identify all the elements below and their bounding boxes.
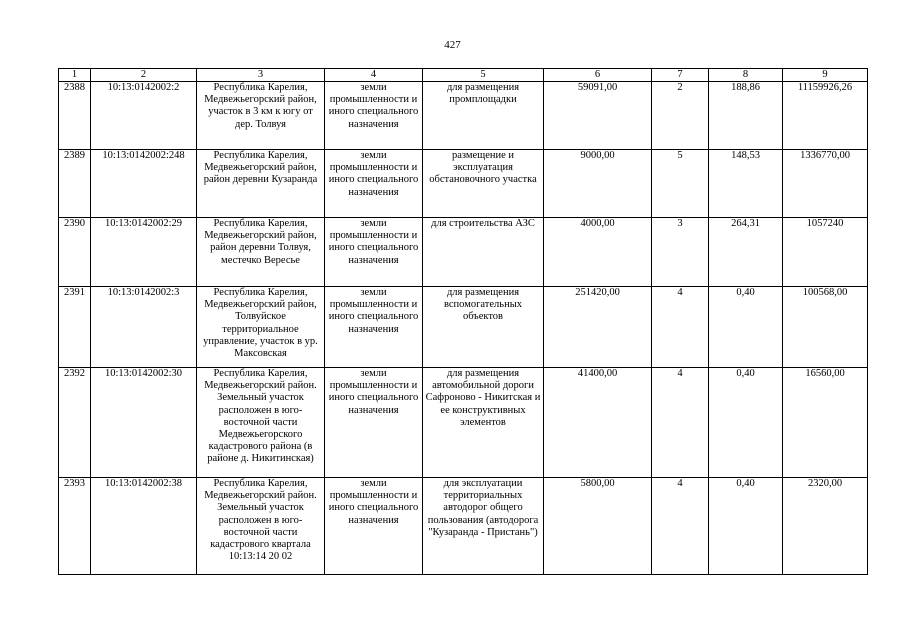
specific-value: 0,40	[709, 287, 783, 368]
table-row	[59, 287, 868, 368]
permitted-use: для размещения автомобильной дороги Сафроново - Никитская и ее конструктивных элементов	[423, 368, 544, 478]
table-header	[59, 69, 868, 82]
page-number: 427	[444, 39, 461, 51]
group-number: 4	[652, 287, 709, 368]
cadastral-number: 10:13:0142002:2	[91, 82, 197, 150]
group-number: 3	[652, 218, 709, 287]
header-col-2: 2	[91, 69, 197, 82]
cadastral-number: 10:13:0142002:30	[91, 368, 197, 478]
header-col-6: 6	[544, 69, 652, 82]
cadastral-value: 16560,00	[783, 368, 868, 478]
permitted-use: размещение и эксплуатация обстановочного участка	[423, 150, 544, 218]
group-number: 4	[652, 368, 709, 478]
land-plots-table	[58, 68, 868, 575]
plot-area: 59091,00	[544, 82, 652, 150]
specific-value: 0,40	[709, 478, 783, 575]
table-body	[59, 82, 868, 575]
header-col-9: 9	[783, 69, 868, 82]
cadastral-number: 10:13:0142002:3	[91, 287, 197, 368]
cadastral-number: 10:13:0142002:248	[91, 150, 197, 218]
row-number: 2388	[59, 82, 91, 150]
table-row	[59, 478, 868, 575]
plot-area: 9000,00	[544, 150, 652, 218]
cadastral-value: 2320,00	[783, 478, 868, 575]
land-category: земли промышленности и иного специального назначения	[325, 368, 423, 478]
plot-area: 41400,00	[544, 368, 652, 478]
row-number: 2389	[59, 150, 91, 218]
row-number: 2393	[59, 478, 91, 575]
table-row	[59, 82, 868, 150]
plot-area: 5800,00	[544, 478, 652, 575]
header-col-7: 7	[652, 69, 709, 82]
header-col-3: 3	[197, 69, 325, 82]
header-col-1: 1	[59, 69, 91, 82]
land-category: земли промышленности и иного специального назначения	[325, 218, 423, 287]
permitted-use: для размещения промплощадки	[423, 82, 544, 150]
land-category: земли промышленности и иного специального назначения	[325, 287, 423, 368]
cadastral-value: 11159926,26	[783, 82, 868, 150]
plot-address: Республика Карелия, Медвежьегорский район, Толвуйское территориальное управление, участок в ур. Максовская	[197, 287, 325, 368]
cadastral-number: 10:13:0142002:29	[91, 218, 197, 287]
group-number: 5	[652, 150, 709, 218]
permitted-use: для строительства АЗС	[423, 218, 544, 287]
row-number: 2391	[59, 287, 91, 368]
header-col-4: 4	[325, 69, 423, 82]
plot-area: 4000,00	[544, 218, 652, 287]
land-category: земли промышленности и иного специального назначения	[325, 478, 423, 575]
cadastral-value: 100568,00	[783, 287, 868, 368]
plot-area: 251420,00	[544, 287, 652, 368]
cadastral-number: 10:13:0142002:38	[91, 478, 197, 575]
header-row	[59, 69, 868, 82]
group-number: 2	[652, 82, 709, 150]
row-number: 2390	[59, 218, 91, 287]
permitted-use: для размещения вспомогательных объектов	[423, 287, 544, 368]
plot-address: Республика Карелия, Медвежьегорский район, участок в 3 км к югу от дер. Толвуя	[197, 82, 325, 150]
table-row	[59, 218, 868, 287]
cadastral-value: 1057240	[783, 218, 868, 287]
plot-address: Республика Карелия, Медвежьегорский район, район деревни Толвуя, местечко Вересье	[197, 218, 325, 287]
land-category: земли промышленности и иного специального назначения	[325, 150, 423, 218]
land-category: земли промышленности и иного специального назначения	[325, 82, 423, 150]
table-row	[59, 368, 868, 478]
header-col-8: 8	[709, 69, 783, 82]
specific-value: 188,86	[709, 82, 783, 150]
group-number: 4	[652, 478, 709, 575]
header-col-5: 5	[423, 69, 544, 82]
plot-address: Республика Карелия, Медвежьегорский район. Земельный участок расположен в юго-восточной части кадастрового квартала 10:13:14 20 02	[197, 478, 325, 575]
specific-value: 264,31	[709, 218, 783, 287]
plot-address: Республика Карелия, Медвежьегорский район. Земельный участок расположен в юго-восточной части Медвежьегорского кадастрового района (в районе д. Никитинская)	[197, 368, 325, 478]
row-number: 2392	[59, 368, 91, 478]
permitted-use: для эксплуатации территориальных автодорог общего пользования (автодорога "Кузаранда - Пристань")	[423, 478, 544, 575]
table-row	[59, 150, 868, 218]
cadastral-value: 1336770,00	[783, 150, 868, 218]
specific-value: 0,40	[709, 368, 783, 478]
specific-value: 148,53	[709, 150, 783, 218]
plot-address: Республика Карелия, Медвежьегорский район, район деревни Кузаранда	[197, 150, 325, 218]
